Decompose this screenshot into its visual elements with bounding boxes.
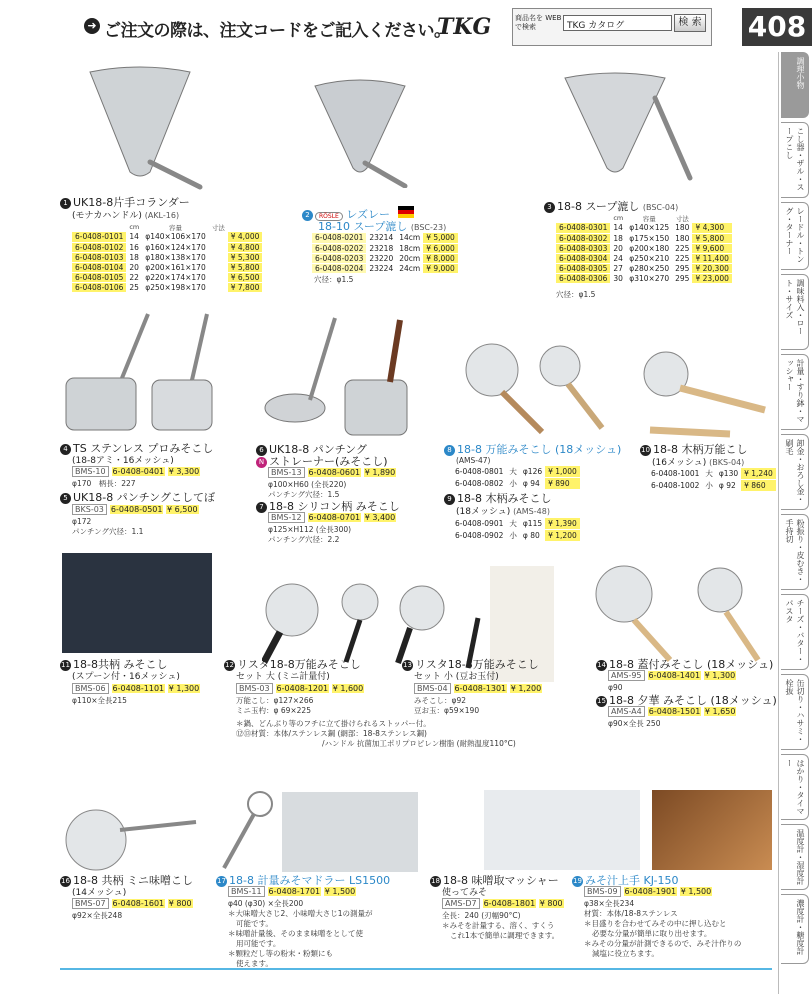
product-8-title: 8 18-8 万能みそこし (18メッシュ) (444, 443, 621, 456)
product-10-subtitle: (16メッシュ) (BKS-04) (652, 458, 745, 468)
colander-image (80, 62, 210, 192)
cooking-photo (282, 792, 418, 872)
product-11-code: BMS-06 6-0408-1101 ¥ 1,300 (72, 684, 200, 694)
search-input[interactable]: TKG カタログ (563, 15, 672, 31)
miso-strainer-pots-image (62, 308, 222, 438)
arrow-icon: ➜ (84, 18, 100, 34)
product-16-subtitle: (14メッシュ) (72, 888, 127, 898)
stopper-note: ＊鍋、どんぶり等のフチに立て掛けられるストッパー付。 (236, 719, 431, 728)
product-19-code: BMS-09 6-0408-1901 ¥ 1,500 (584, 887, 712, 897)
rista-strainer-set-large-image (262, 572, 387, 672)
masher-photo (484, 790, 640, 870)
product-19-note: 材質：本体/18-8ステンレス (584, 909, 678, 918)
product-15-code: AMS-A4 6-0408-1501 ¥ 1,650 (608, 707, 736, 717)
product-18-note: 全長：240 (刃幅90°C) (442, 911, 521, 920)
product-17-note: ＊顆粒だし等の粉末・粉類にも (228, 949, 333, 958)
product-6-note-2: パンチング穴径：1.5 (268, 490, 340, 499)
strainer-image (555, 68, 695, 188)
shared-handle-strainer-photo (62, 553, 212, 653)
product-7-note-2: パンチング穴径：2.2 (268, 535, 340, 544)
product-19-title: 19 みそ汁上手 KJ-150 (573, 874, 679, 887)
brand-logo: TKG (437, 14, 492, 40)
product-18-title: 18 18-8 味噌取マッシャー (431, 874, 559, 887)
product-12-title: 12 リスタ18-8万能みそこし (225, 658, 361, 671)
product-6-note-1: φ100×H60 (全長220) (268, 480, 347, 489)
product-2-subtitle: 18-10 スープ漉し (BSC-23) (318, 220, 447, 233)
product-4-subtitle: (18-8アミ・16メッシュ) (72, 456, 174, 466)
product-3-table: cm 容量 寸法 6-0408-0301 14 φ140×125 180 ¥ 4,300 6-0408-0302 18 φ175×150 180 ¥ 5,800 6-0408-0303 20 φ200×180 225 ¥ 9,600 6-0408-0304 24 φ250×210 225 ¥ 11,400 6-0408-0305 27 φ280×250 295 ¥ 20,300 6-0408-0306 30 φ310×270 295 ¥ 23,000 (556, 213, 732, 284)
product-8-hint: (AMS-47) (456, 456, 491, 465)
product-10-title: 10 18-8 木柄万能こし (641, 443, 748, 456)
product-2-note: 穴径：φ1.5 (314, 275, 354, 284)
product-7-code: BMS-12 6-0408-0701 ¥ 3,400 (268, 513, 396, 523)
product-9-title: 9 18-8 木柄みそこし (444, 492, 551, 505)
product-5-note-1: φ172 (72, 517, 92, 526)
tab-scales[interactable]: はかり・タイマー (781, 754, 809, 820)
wood-handle-strainer-image (640, 348, 770, 438)
product-17-note: ＊味噌計量後、そのまま味噌をとして使 (228, 929, 363, 938)
product-6-code: BMS-13 6-0408-0601 ¥ 1,890 (268, 468, 396, 478)
product-2-table: 6-0408-0201 23214 14cm ¥ 5,000 6-0408-0202 23218 18cm ¥ 6,000 6-0408-0203 23220 20cm ¥ 8,000 6-0408-0204 23224 24cm ¥ 9,000 (312, 233, 458, 274)
product-6-subtitle: N ストレーナー(みそこし) (256, 455, 388, 468)
lidded-strainer-image (590, 560, 770, 668)
product-1-title: 1 UK18-8片手コランダー (60, 196, 190, 209)
handle-material-note: /ハンドル 抗菌加工ポリプロピレン樹脂 (耐熱温度110°C) (322, 739, 516, 748)
tab-measuring[interactable]: 計量・すり鉢・マッシャー (781, 354, 809, 430)
product-3-title: 3 18-8 スープ漉し (BSC-04) (544, 200, 678, 214)
product-17-note: 用可能です。 (236, 939, 281, 948)
product-9-subtitle: (18メッシュ) (AMS-48) (456, 507, 550, 517)
product-11-note: φ110×全長215 (72, 696, 127, 705)
product-18-note: ＊みそを計量する、溶く、すくう (442, 921, 555, 930)
german-flag-icon (398, 206, 414, 218)
product-17-note: ＊大味噌大さじ2、小味噌大さじ1の測量が (228, 909, 373, 918)
product-14-title: 14 18-8 蓋付みそこし (18メッシュ) (597, 658, 774, 671)
soup-strainer-image (305, 68, 415, 188)
search-label: 商品名を WEBで検索 (515, 14, 562, 31)
product-18-note: これ1本で簡単に調理できます。 (450, 931, 560, 940)
product-13-subtitle: セット 小 (豆お玉付) (414, 672, 499, 682)
tab-ladles[interactable]: レードル・トング・ターナー (781, 202, 809, 270)
measuring-muddler-image (212, 790, 282, 870)
product-8-table: 6-0408-0801 大 φ126 ¥ 1,000 6-0408-0802 小 φ 94 ¥ 890 (452, 466, 580, 490)
product-15-title: 15 18-8 夕華 みそこし (18メッシュ) (597, 694, 777, 707)
tab-can-openers[interactable]: 缶切り・ハサミ・栓抜 (781, 674, 809, 750)
product-16-note: φ92×全長248 (72, 911, 123, 920)
product-10-table: 6-0408-1001 大 φ130 ¥ 1,240 6-0408-1002 小 φ 92 ¥ 860 (648, 468, 776, 492)
product-19-note: 減塩に役立ちます。 (592, 949, 659, 958)
product-15-note: φ90×全長 250 (608, 719, 661, 728)
tab-strainers[interactable]: こし器・ザル・スープこし (781, 122, 809, 198)
product-17-note: φ40 (φ30) ×全長200 (228, 899, 304, 908)
product-4-code: BMS-10 6-0408-0401 ¥ 3,300 (72, 467, 200, 477)
product-13-title: 13 リスタ18-8万能みそこし (403, 658, 539, 671)
tab-refractometers[interactable]: 濃度計・糖度計 (781, 894, 809, 964)
product-2-title: 2 RÖSLE レズレー (302, 208, 390, 223)
product-12-code: BMS-03 6-0408-1201 ¥ 1,600 (236, 684, 364, 694)
product-18-code: AMS-D7 6-0408-1801 ¥ 800 (442, 899, 564, 909)
product-12-subtitle: セット 大 (ミニ計量付) (236, 672, 330, 682)
product-9-table: 6-0408-0901 大 φ115 ¥ 1,390 6-0408-0902 小 φ 80 ¥ 1,200 (452, 518, 580, 542)
product-6-title: 6 UK18-8 パンチング (256, 443, 367, 456)
product-17-note: 使えます。 (236, 959, 273, 968)
product-1-subtitle: (モナカハンドル) (AKL-16) (72, 211, 180, 221)
order-notice: ご注文の際は、注文コードをご記入ください。 (104, 21, 451, 41)
product-19-note: ＊みその分量が計測できるので、みそ汁作りの (584, 939, 742, 948)
product-16-code: BMS-07 6-0408-1601 ¥ 800 (72, 899, 193, 909)
product-5-note-2: パンチング穴径：1.1 (72, 527, 144, 536)
product-18-subtitle: 使ってみそ (442, 888, 488, 898)
punching-strainer-image (255, 310, 415, 440)
product-1-table: cm 容量 寸法 6-0408-0101 14 φ140×106×170 ¥ 4,000 6-0408-0102 16 φ160×124×170 ¥ 4,800 6-0408-0103 18 φ180×138×170 ¥ 5,300 6-0408-0104 20 φ200×161×170 ¥ 5,800 6-0408-0105 22 φ220×174×170 ¥ 6,500 6-0408-0106 25 φ250×198×170 ¥ 7,800 (72, 222, 262, 293)
tab-graters[interactable]: 卸金・おろし金・刷毛 (781, 434, 809, 510)
material-note: ⑫⑬材質：本体/ステンレス鋼 (網部：18-8ステンレス鋼) (236, 729, 427, 738)
tab-seasoning[interactable]: 調味料入・ロート・サイズ (781, 274, 809, 350)
tab-peelers[interactable]: 粉振り・皮むき・手持切 (781, 514, 809, 590)
product-14-note: φ90 (608, 683, 623, 692)
product-17-title: 17 18-8 計量みそマドラー LS1500 (217, 874, 391, 887)
product-5-title: 5 UK18-8 パンチングこしてぼ (60, 491, 215, 504)
product-11-subtitle: (スプーン付・16メッシュ) (72, 672, 180, 682)
product-12-note-2: ミニ玉杓：φ 69×225 (236, 706, 311, 715)
product-17-code: BMS-11 6-0408-1701 ¥ 1,500 (228, 887, 356, 897)
tab-cooking-tools[interactable]: 調理小物 (781, 52, 809, 118)
product-13-code: BMS-04 6-0408-1301 ¥ 1,200 (414, 684, 542, 694)
miso-strainer-mesh-image (462, 340, 622, 440)
product-3-note: 穴径：φ1.5 (556, 290, 596, 299)
product-7-title: 7 18-8 シリコン柄 みそこし (256, 500, 400, 513)
tab-thermometers[interactable]: 温度計・湿度計 (781, 824, 809, 890)
product-19-note: 必要な分量が簡単に取り出せます。 (592, 929, 712, 938)
product-19-note: φ38×全長234 (584, 899, 635, 908)
product-4-title: 4 TS ステンレス プロみそこし (60, 442, 213, 455)
product-4-note: φ170 柄長：227 (72, 479, 136, 488)
page-number: 408 (742, 8, 812, 46)
product-12-note-1: 万能こし：φ127×266 (236, 696, 314, 705)
product-19-note: ＊目盛りを合わせてみその中に押し込むと (584, 919, 727, 928)
product-17-note: 可能です。 (236, 919, 273, 928)
miso-soup-photo (652, 790, 772, 870)
search-button[interactable]: 検 索 (674, 14, 706, 32)
product-14-code: AMS-95 6-0408-1401 ¥ 1,300 (608, 671, 736, 681)
product-13-note-2: 豆お玉：φ59×190 (414, 706, 480, 715)
product-11-title: 11 18-8共柄 みそこし (61, 658, 168, 671)
product-7-note-1: φ125×H112 (全長300) (268, 525, 352, 534)
product-5-code: BKS-03 6-0408-0501 ¥ 6,500 (72, 505, 199, 515)
footer-rule (60, 968, 772, 970)
product-13-note-1: みそこし：φ92 (414, 696, 466, 705)
tab-cheese[interactable]: チーズ・バター・パスタ (781, 594, 809, 670)
category-sidebar (778, 52, 812, 994)
product-16-title: 16 18-8 共柄 ミニ味噌こし (61, 874, 193, 887)
